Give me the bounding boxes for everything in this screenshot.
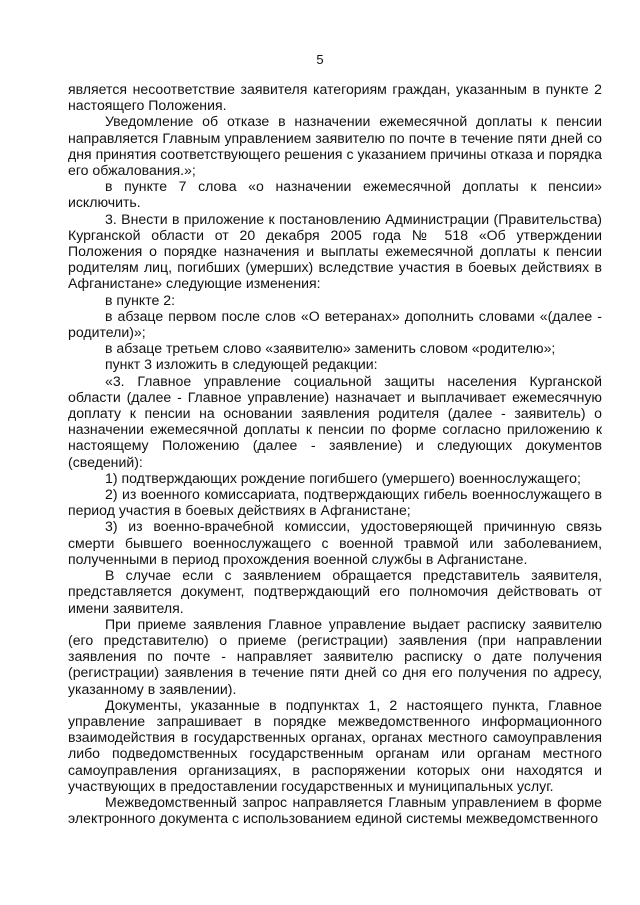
paragraph: Уведомление об отказе в назначении ежемесячной доплаты к пенсии направляется Главным управлением заявителю по почте в течение пяти дней со дня принятия соответствующего решения с указанием причины отказа и порядка его обжалования.»; [68, 113, 602, 179]
paragraph: Межведомственный запрос направляется Главным управлением в форме электронного документа с использованием единой системы межведомственного [68, 793, 602, 827]
paragraph: 3) из военно-врачебной комиссии, удостоверяющей причинную связь смерти бывшего военнослужащего с военной травмой или заболеванием, полученными в период прохождения военной службы в Афганистане. [68, 518, 602, 567]
paragraph: является несоответствие заявителя категориям граждан, указанным в пункте 2 настоящего Положения. [68, 81, 602, 114]
page-number: 5 [316, 52, 324, 67]
paragraph: 2) из военного комиссариата, подтверждающих гибель военнослужащего в период участия в боевых действиях в Афганистане; [68, 486, 602, 519]
paragraph: в пункте 7 слова «о назначении ежемесячной доплаты к пенсии» исключить. [68, 178, 602, 211]
paragraph: Документы, указанные в подпунктах 1, 2 настоящего пункта, Главное управление запрашивает в порядке межведомственного информационного взаимодействия в государственных органах, органах местного самоуправления либо подведомственных государственным органам или органам местного самоуправления организациях, в распоряжении которых они находятся и участвующих в предоставлении государственных и муниципальных услуг. [68, 696, 602, 794]
paragraph: в абзаце третьем слово «заявителю» заменить словом «родителю»; [105, 340, 556, 357]
paragraph: 1) подтверждающих рождение погибшего (умершего) военнослужащего; [105, 469, 581, 486]
paragraph: 3. Внести в приложение к постановлению Администрации (Правительства) Курганской области от 20 декабря 2005 года № 518 «Об утверждении Положения о порядке назначения и выплаты ежемесячной доплаты к пенсии родителям лиц, погибших (умерших) вследствие участия в боевых действиях в Афганистане» следующие изменения: [68, 210, 602, 292]
paragraph: При приеме заявления Главное управление выдает расписку заявителю (его представителю) о приеме (регистрации) заявления (при направлении заявления по почте - направляет заявителю расписку о дате получения (регистрации) заявления в течение пяти дней со дня его получения по адресу, указанному в заявлении). [68, 615, 602, 697]
paragraph: пункт 3 изложить в следующей редакции: [105, 356, 378, 373]
paragraph: «3. Главное управление социальной защиты населения Курганской области (далее - Главное управление) назначает и выплачивает ежемесячную доплату к пенсии на основании заявления родителя (далее - заявитель) о назначении ежемесячной доплаты к пенсии по форме согласно приложению к настоящему Положению (далее - заявление) и следующих документов (сведений): [68, 372, 602, 470]
document-body [68, 81, 602, 826]
paragraph: в абзаце первом после слов «О ветеранах» дополнить словами «(далее - родители)»; [68, 307, 602, 341]
paragraph: В случае если с заявлением обращается представитель заявителя, представляется документ, подтверждающий его полномочия действовать от имени заявителя. [68, 567, 602, 616]
paragraph: в пункте 2: [105, 291, 175, 308]
